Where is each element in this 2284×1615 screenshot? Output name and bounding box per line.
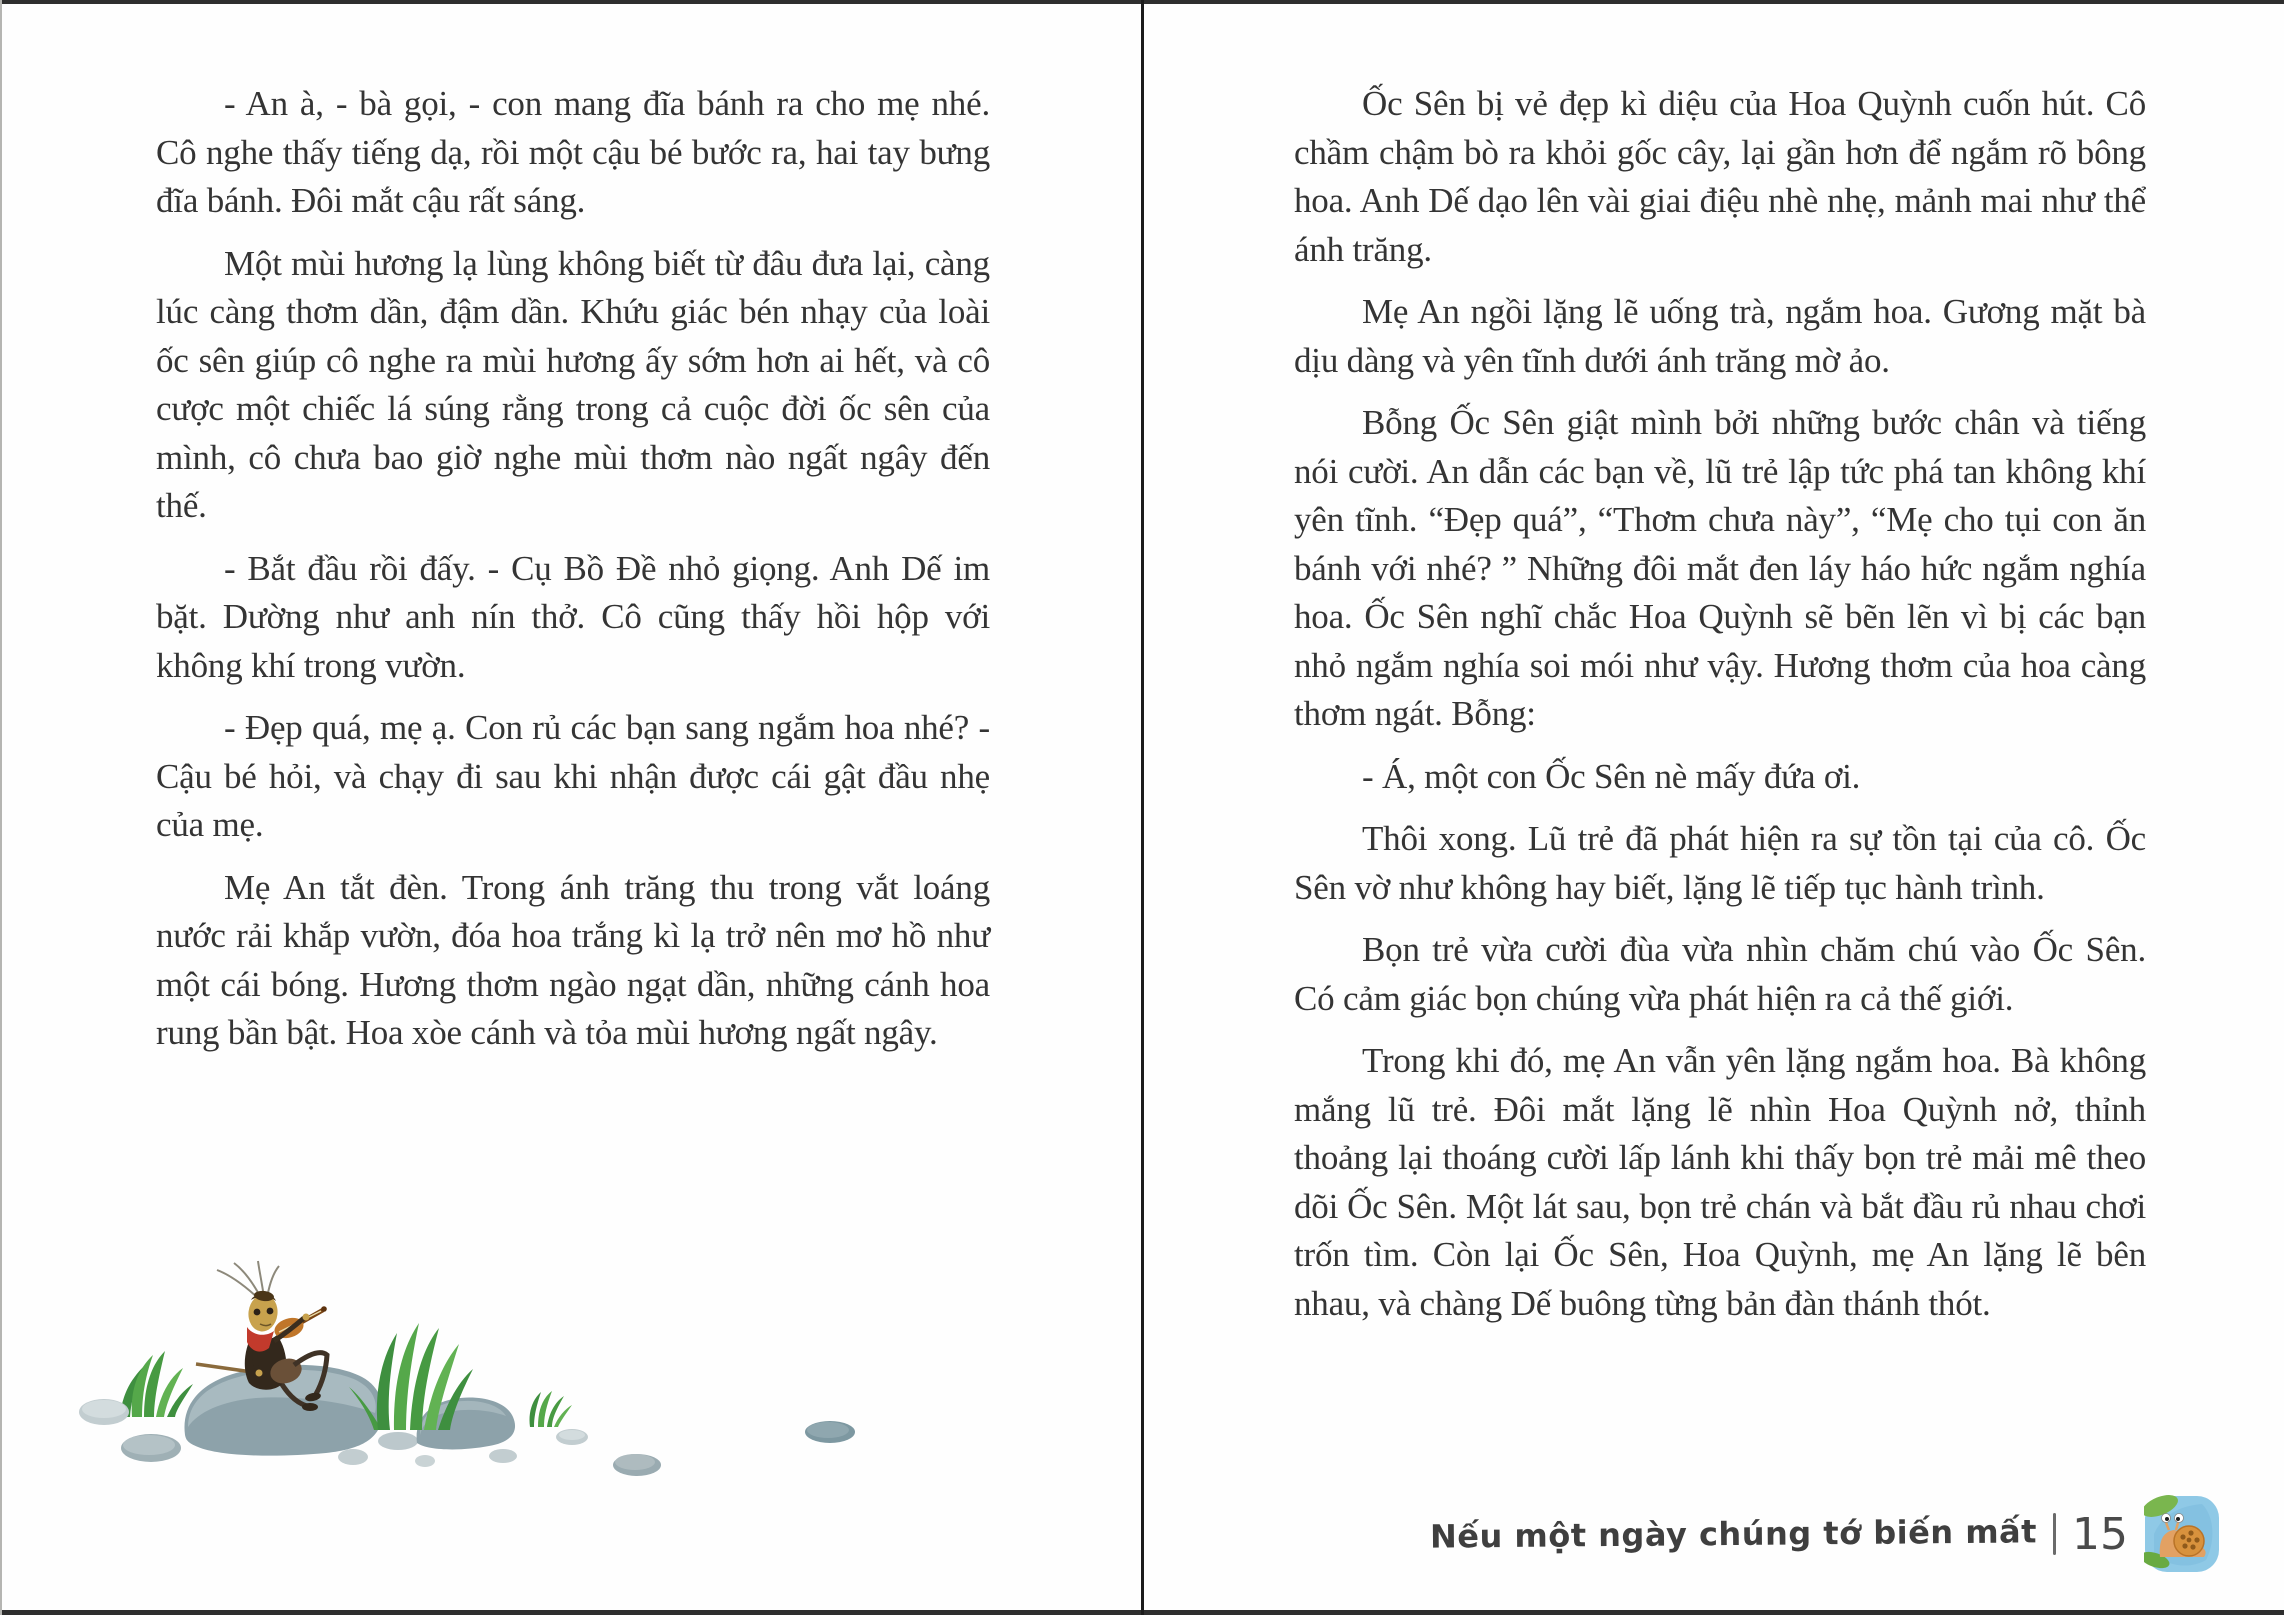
paragraph: - Á, một con Ốc Sên nè mấy đứa ơi. (1362, 756, 1861, 796)
grass-tuft-left (120, 1351, 193, 1417)
left-page-text (156, 80, 990, 1072)
left-scan-edge (0, 0, 2, 1615)
page-number: 15 (2072, 1508, 2128, 1560)
paragraph: Một mùi hương lạ lùng không biết từ đâu đưa lại, càng lúc càng thơm dần, đậm dần. Khứu giác bén nhạy của loài ốc sên giúp cô nghe ra mùi hương ấy sớm hơn ai hết, và cô cược một chiếc lá súng rằng trong cả cuộc đời ốc sên của mình, cô chưa bao giờ nghe mùi thơm nào ngất ngây đến thế. (156, 243, 990, 525)
right-page-text (1294, 80, 2146, 1342)
paragraph: Ốc Sên bị vẻ đẹp kì diệu của Hoa Quỳnh cuốn hút. Cô chầm chậm bò ra khỏi gốc cây, lại gần hơn để ngắm rõ bông hoa. Anh Dế dạo lên vài giai điệu nhè nhẹ, mảnh mai như thể ánh trăng. (1294, 84, 2146, 269)
book-title: Nếu một ngày chúng tớ biến mất (1429, 1512, 2038, 1556)
footer (1430, 1492, 2220, 1576)
paragraph: - Bắt đầu rồi đấy. - Cụ Bồ Đề nhỏ giọng. Anh Dế im bặt. Dường như anh nín thở. Cô cũng thấy hồi hộp với không khí trong vườn. (156, 548, 990, 685)
pebble (615, 1454, 655, 1470)
paragraph: Bỗng Ốc Sên giật mình bởi những bước chân và tiếng nói cười. An dẫn các bạn về, lũ trẻ lập tức phá tan không khí yên tĩnh. “Đẹp quá”, “Thơm chưa này”, “Mẹ cho tụi con ăn bánh với nhé? ” Những đôi mắt đen láy háo hức ngắm nghía hoa. Ốc Sên nghĩ chắc Hoa Quỳnh sẽ bẽn lẽn vì bị các bạn nhỏ ngắm nghía soi mói như vậy. Hương thơm của hoa càng thơm ngát. Bỗng: (1294, 403, 2146, 733)
pebble (123, 1435, 175, 1455)
pebble (338, 1449, 368, 1465)
paragraph: - Đẹp quá, mẹ ạ. Con rủ các bạn sang ngắm hoa nhé? - Cậu bé hỏi, và chạy đi sau khi nhận được cái gật đầu nhẹ của mẹ. (156, 708, 990, 844)
pebble (82, 1400, 126, 1418)
pebble (559, 1430, 585, 1440)
paragraph: Mẹ An tắt đèn. Trong ánh trăng thu trong vắt loáng nước rải khắp vườn, đóa hoa trắng kì lạ trở nên mơ hồ như một cái bóng. Hương thơm ngào ngạt dần, những cánh hoa rung bần bật. Hoa xòe cánh và tỏa mùi hương ngất ngây. (156, 867, 990, 1052)
page-divider (1141, 0, 1144, 1615)
paragraph: Thôi xong. Lũ trẻ đã phát hiện ra sự tồn tại của cô. Ốc Sên vờ như không hay biết, lặng lẽ tiếp tục hành trình. (1294, 819, 2146, 907)
grass-tuft-small (529, 1391, 572, 1427)
cricket-illustration (60, 1245, 880, 1495)
paragraph: Mẹ An ngồi lặng lẽ uống trà, ngắm hoa. Gương mặt bà dịu dàng và yên tĩnh dưới ánh trăng mờ ảo. (1294, 292, 2146, 380)
paragraph: Bọn trẻ vừa cười đùa vừa nhìn chăm chú vào Ốc Sên. Có cảm giác bọn chúng vừa phát hiện ra cả thế giới. (1294, 930, 2146, 1018)
pebble (378, 1432, 418, 1450)
pebble (415, 1455, 435, 1467)
pebble (489, 1449, 517, 1463)
paragraph: - An à, - bà gọi, - con mang đĩa bánh ra cho mẹ nhé. Cô nghe thấy tiếng dạ, rồi một cậu bé bước ra, hai tay bưng đĩa bánh. Đôi mắt cậu rất sáng. (156, 84, 990, 220)
footer-divider (2053, 1513, 2056, 1555)
pebble (807, 1422, 849, 1438)
paragraph: Trong khi đó, mẹ An vẫn yên lặng ngắm hoa. Bà không mắng lũ trẻ. Đôi mắt lặng lẽ nhìn Hoa Quỳnh nở, thỉnh thoảng lại thoáng cười lấp lánh khi thấy bọn trẻ mải mê theo dõi Ốc Sên. Một lát sau, bọn trẻ chán và bắt đầu rủ nhau chơi trốn tìm. Còn lại Ốc Sên, Hoa Quỳnh, mẹ An lặng lẽ bên nhau, và chàng Dế buông từng bản đàn thánh thót. (1294, 1041, 2146, 1323)
snail-icon (2144, 1494, 2220, 1574)
